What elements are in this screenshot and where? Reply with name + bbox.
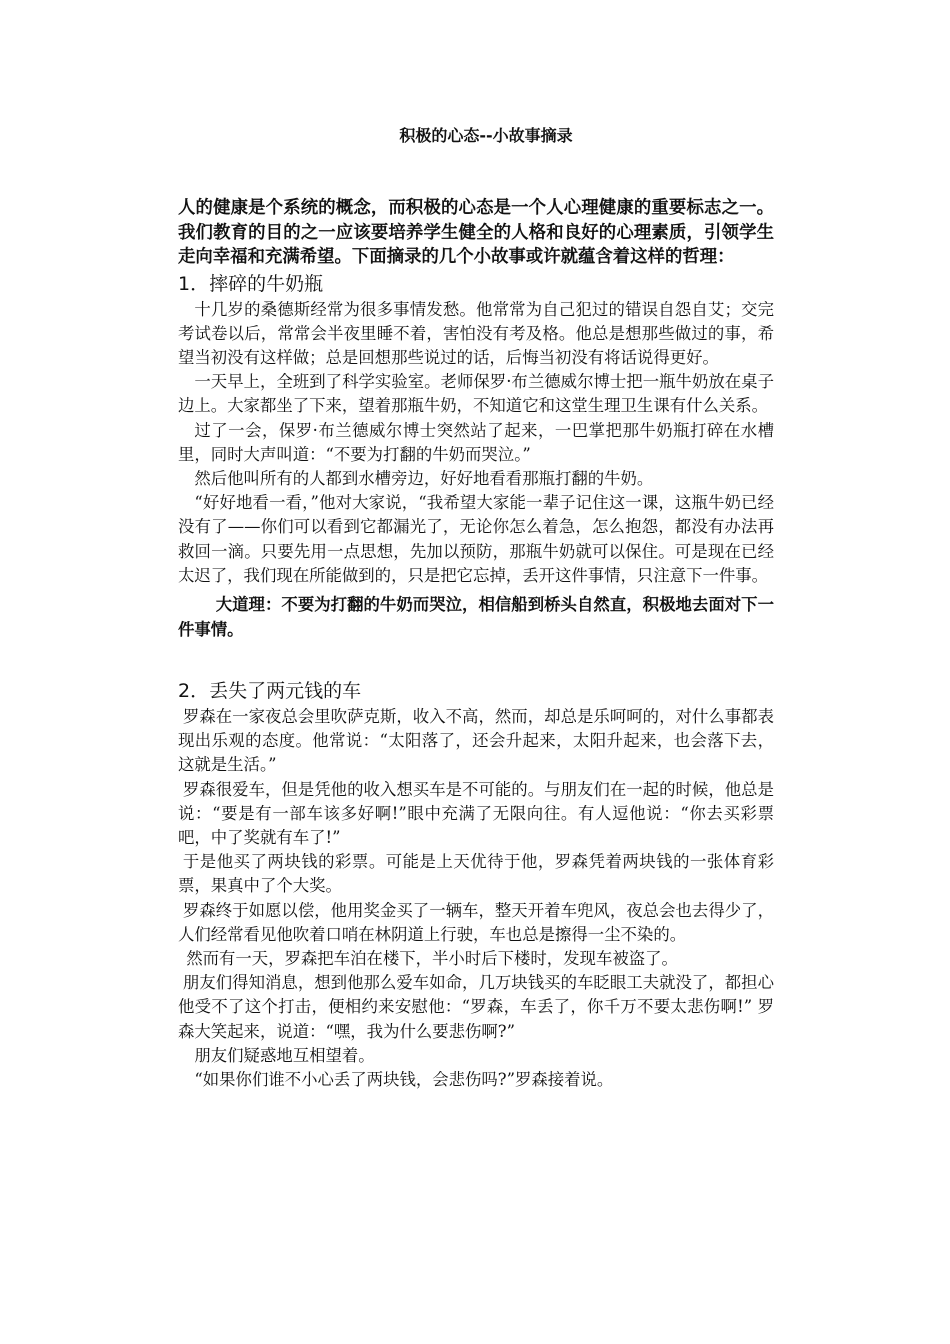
story-2-paragraph: 罗森在一家夜总会里吹萨克斯，收入不高，然而，却总是乐呵呵的，对什么事都表现出乐观的态度。他常说：“太阳落了，还会升起来，太阳升起来，也会落下去，这就是生活。” xyxy=(178,706,774,775)
story-2-heading: 2．丢失了两元钱的车 xyxy=(178,679,362,702)
story-2-paragraph: 朋友们得知消息，想到他那么爱车如命，几万块钱买的车眨眼工夫就没了，都担心他受不了这个打击，便相约来安慰他：“罗森，车丢了，你千万不要太悲伤啊!” 罗森大笑起来，说道：“嘿，我为什么要悲伤啊?” xyxy=(178,973,774,1041)
story-1-paragraph: “好好地看一看，”他对大家说，“我希望大家能一辈子记住这一课，这瓶牛奶已经没有了——你们可以看到它都漏光了，无论你怎么着急，怎么抱怨，都没有办法再救回一滴。只要先用一点思想，先加以预防，那瓶牛奶就可以保住。可是现在已经太迟了，我们现在所能做到的，只是把它忘掉，丢开这件事情，只注意下一件事。 xyxy=(178,493,774,585)
section-spacer xyxy=(178,642,774,677)
document-page xyxy=(178,118,774,1092)
story-1-paragraph: 一天早上，全班到了科学实验室。老师保罗·布兰德威尔博士把一瓶牛奶放在桌子边上。大家都坐了下来，望着那瓶牛奶，不知道它和这堂生理卫生课有什么关系。 xyxy=(178,372,774,416)
story-1-paragraph: 然后他叫所有的人都到水槽旁边，好好地看看那瓶打翻的牛奶。 xyxy=(194,468,654,488)
story-2-paragraph: 罗森很爱车，但是凭他的收入想买车是不可能的。与朋友们在一起的时候，他总是说：“要是有一部车该多好啊!”眼中充满了无限向往。有人逗他说：“你去买彩票吧，中了奖就有车了!” xyxy=(178,779,774,847)
story-2-paragraph: 罗森终于如愿以偿，他用奖金买了一辆车，整天开着车兜风，夜总会也去得少了，人们经常看见他吹着口哨在林阴道上行驶，车也总是擦得一尘不染的。 xyxy=(178,900,774,944)
story-1-paragraph: 十几岁的桑德斯经常为很多事情发愁。他常常为自己犯过的错误自怨自艾；交完考试卷以后，常常会半夜里睡不着，害怕没有考及格。他总是想那些做过的事，希望当初没有这样做；总是回想那些说过的话，后悔当初没有将话说得更好。 xyxy=(178,299,774,367)
story-2-paragraph: “如果你们谁不小心丢了两块钱，会悲伤吗?”罗森接着说。 xyxy=(194,1069,614,1089)
story-2-paragraph: 于是他买了两块钱的彩票。可能是上天优待于他，罗森凭着两块钱的一张体育彩票，果真中了个大奖。 xyxy=(178,852,774,896)
story-1-moral: 大道理：不要为打翻的牛奶而哭泣，相信船到桥头自然直，积极地去面对下一件事情。 xyxy=(178,594,774,639)
document-title: 积极的心态--小故事摘录 xyxy=(399,126,573,145)
story-1-paragraph: 过了一会，保罗·布兰德威尔博士突然站了起来，一巴掌把那牛奶瓶打碎在水槽里，同时大声叫道：“不要为打翻的牛奶而哭泣。” xyxy=(178,420,774,464)
story-2-paragraph: 然而有一天，罗森把车泊在楼下，半小时后下楼时，发现车被盗了。 xyxy=(186,948,678,968)
story-2-paragraph: 朋友们疑惑地互相望着。 xyxy=(194,1045,375,1065)
intro-paragraph: 人的健康是个系统的概念，而积极的心态是一个人心理健康的重要标志之一。我们教育的目的之一应该要培养学生健全的人格和良好的心理素质，引领学生走向幸福和充满希望。下面摘录的几个小故事或许就蕴含着这样的哲理： xyxy=(178,198,774,267)
story-1-heading: 1．摔碎的牛奶瓶 xyxy=(178,272,324,295)
